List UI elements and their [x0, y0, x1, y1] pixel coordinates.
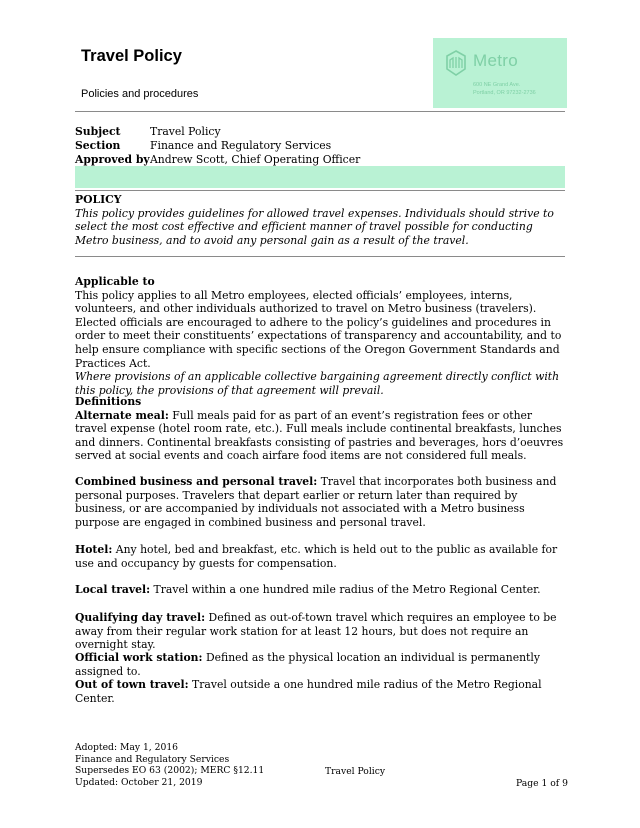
definition-text: Travel within a one hundred mile radius of the Metro Regional Center. [150, 583, 541, 596]
definition-item [75, 611, 567, 652]
footer-adopted: Adopted: May 1, 2016 [75, 742, 179, 753]
definitions-section [75, 395, 567, 463]
header-rule [75, 111, 565, 112]
definition-term: Hotel: [75, 543, 113, 556]
metro-logo-box [433, 38, 567, 108]
page-subtitle: Policies and procedures [81, 88, 199, 100]
meta-approved-label: Approved by [75, 153, 150, 166]
meta-block [75, 125, 360, 167]
definition-item [75, 651, 567, 678]
definition-text: Travel that incorporates both business and personal purposes. Travelers that depart earlier or return later than required by business, or are accompanied by individuals not associated with a Metro business purpose are engaged in combined business and personal travel. [75, 475, 557, 529]
page-title: Travel Policy [81, 47, 182, 65]
definition-text: Full meals paid for as part of an event’s registration fees or other travel expense (hotel room rate, etc.). Full meals include continental breakfasts, lunches and dinners. Continental breakfasts consisting of pastries and beverages, hors d’oeuvres served at social events and coach airfare food items are not considered full meals. [75, 408, 564, 463]
policy-text: This policy provides guidelines for allowed travel expenses. Individuals should strive to select the most cost effective and efficient manner of travel possible for conducting Metro business, and to avoid any personal gain as a result of the travel. [75, 206, 554, 247]
definition-text: Any hotel, bed and breakfast, etc. which is held out to the public as available for use and occupancy by guests for compensation. [75, 543, 558, 570]
meta-subject-value: Travel Policy [150, 125, 221, 138]
meta-rule [75, 190, 565, 191]
definition-item [75, 475, 567, 529]
definition-item [75, 409, 567, 463]
policy-section [75, 193, 565, 247]
definition-item [75, 543, 567, 570]
footer-title: Travel Policy [325, 766, 386, 777]
footer [75, 742, 565, 788]
definitions-heading: Definitions [75, 395, 142, 408]
definition-item [75, 678, 567, 705]
green-band [75, 166, 565, 188]
definition-term: Out of town travel: [75, 678, 189, 691]
policy-heading: POLICY [75, 193, 122, 206]
applicable-heading: Applicable to [75, 275, 155, 288]
applicable-text: This policy applies to all Metro employees, elected officials’ employees, interns, volunteers, and other individuals authorized to travel on Metro business (travelers). Elected officials are encouraged to adhere to the policy’s guidelines and procedures in order to meet their constituents’ expectations of transparency and accountability, and to help ensure compliance with specific sections of the Oregon Government Standards and Practices Act. [75, 288, 562, 370]
footer-supersedes: Supersedes EO 63 (2002); MERC §12.11 [75, 765, 265, 776]
meta-section-value: Finance and Regulatory Services [150, 139, 332, 152]
policy-rule [75, 256, 565, 257]
meta-section-label: Section [75, 139, 121, 152]
definition-term: Alternate meal: [75, 408, 169, 422]
definition-term: Official work station: [75, 651, 203, 664]
page-number: Page 1 of 9 [516, 778, 568, 789]
definition-term: Combined business and personal travel: [75, 475, 318, 488]
definition-item [75, 583, 567, 597]
metro-address [473, 81, 536, 97]
footer-dept: Finance and Regulatory Services [75, 753, 230, 765]
metro-logo-text: Metro [473, 51, 518, 70]
address-line-2: Portland, OR 97232-2736 [473, 90, 536, 96]
address-line-1: 600 NE Grand Ave. [473, 82, 521, 88]
definition-term: Local travel: [75, 583, 151, 596]
meta-approved-row [75, 153, 360, 167]
definition-text: Defined as out-of-town travel which requires an employee to be away from their regular work station for at least 12 hours, but does not require an overnight stay. [75, 611, 557, 652]
definition-term: Qualifying day travel: [75, 611, 206, 624]
applicable-italic-text: Where provisions of an applicable collective bargaining agreement directly conflict with this policy, the provisions of that agreement will prevail. [75, 370, 560, 397]
metro-logo-icon [445, 50, 467, 76]
meta-subject-label: Subject [75, 125, 121, 138]
definition-text: Travel outside a one hundred mile radius of the Metro Regional Center. [75, 678, 542, 705]
meta-subject-row [75, 125, 360, 139]
definition-text: Defined as the physical location an individual is permanently assigned to. [75, 651, 540, 678]
footer-updated: Updated: October 21, 2019 [75, 776, 203, 788]
meta-approved-value: Andrew Scott, Chief Operating Officer [150, 153, 361, 166]
applicable-section [75, 275, 567, 397]
meta-section-row [75, 139, 360, 153]
